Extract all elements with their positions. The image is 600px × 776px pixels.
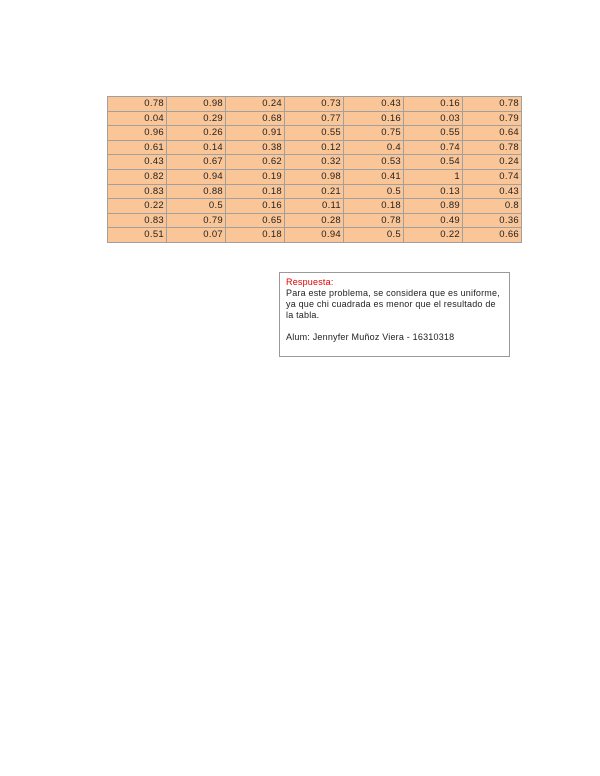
table-row: [108, 228, 522, 243]
table-row: [108, 140, 522, 155]
table-cell: 0.54: [404, 155, 463, 170]
table-cell: 0.49: [404, 213, 463, 228]
table-cell: 0.43: [108, 155, 167, 170]
table-row: [108, 111, 522, 126]
answer-body: Para este problema, se considera que es uniforme, ya que chi cuadrada es menor que el resultado de la tabla.: [286, 288, 500, 320]
table-cell: 0.83: [108, 213, 167, 228]
table-cell: 0.74: [463, 169, 522, 184]
table-cell: 0.5: [344, 184, 404, 199]
table-cell: 0.19: [226, 169, 285, 184]
table-cell: 0.55: [285, 126, 344, 141]
table-cell: 0.61: [108, 140, 167, 155]
table-cell: 0.03: [404, 111, 463, 126]
table-row: [108, 169, 522, 184]
table-cell: 0.75: [344, 126, 404, 141]
table-cell: 0.13: [404, 184, 463, 199]
table-row: [108, 199, 522, 214]
table-cell: 0.4: [344, 140, 404, 155]
table-cell: 0.53: [344, 155, 404, 170]
table-cell: 0.98: [167, 97, 226, 112]
table-cell: 0.43: [344, 97, 404, 112]
table-cell: 0.66: [463, 228, 522, 243]
table-cell: 0.55: [404, 126, 463, 141]
table-cell: 0.78: [344, 213, 404, 228]
table-cell: 0.82: [108, 169, 167, 184]
table-cell: 0.16: [344, 111, 404, 126]
table-cell: 0.78: [463, 140, 522, 155]
table-cell: 0.16: [404, 97, 463, 112]
answer-title: Respuesta:: [286, 277, 334, 287]
table-cell: 0.18: [226, 184, 285, 199]
table-cell: 0.79: [463, 111, 522, 126]
table-cell: 0.43: [463, 184, 522, 199]
table-row: [108, 155, 522, 170]
table-cell: 0.96: [108, 126, 167, 141]
table-cell: 0.38: [226, 140, 285, 155]
table-row: [108, 213, 522, 228]
table-cell: 0.8: [463, 199, 522, 214]
table-cell: 0.07: [167, 228, 226, 243]
table-cell: 0.26: [167, 126, 226, 141]
table-cell: 0.28: [285, 213, 344, 228]
table-row: [108, 126, 522, 141]
table-cell: 0.04: [108, 111, 167, 126]
table-cell: 0.32: [285, 155, 344, 170]
data-table: [107, 96, 522, 243]
table-cell: 0.5: [344, 228, 404, 243]
table-cell: 0.88: [167, 184, 226, 199]
table-cell: 0.24: [463, 155, 522, 170]
table-cell: 0.77: [285, 111, 344, 126]
table-cell: 0.94: [285, 228, 344, 243]
table-cell: 0.18: [226, 228, 285, 243]
table-cell: 0.62: [226, 155, 285, 170]
table-body: [108, 97, 522, 243]
table-cell: 0.29: [167, 111, 226, 126]
table-cell: 0.64: [463, 126, 522, 141]
table-cell: 0.94: [167, 169, 226, 184]
table-cell: 0.18: [344, 199, 404, 214]
table-cell: 0.24: [226, 97, 285, 112]
table-cell: 0.21: [285, 184, 344, 199]
table-cell: 0.41: [344, 169, 404, 184]
table-cell: 0.67: [167, 155, 226, 170]
table-cell: 1: [404, 169, 463, 184]
answer-author: Alum: Jennyfer Muñoz Viera - 16310318: [286, 332, 455, 342]
table-cell: 0.83: [108, 184, 167, 199]
table-row: [108, 184, 522, 199]
table-cell: 0.16: [226, 199, 285, 214]
table-cell: 0.12: [285, 140, 344, 155]
table-cell: 0.11: [285, 199, 344, 214]
table-cell: 0.14: [167, 140, 226, 155]
table-cell: 0.79: [167, 213, 226, 228]
table-cell: 0.74: [404, 140, 463, 155]
table-row: [108, 97, 522, 112]
table-cell: 0.91: [226, 126, 285, 141]
table-cell: 0.36: [463, 213, 522, 228]
table-cell: 0.51: [108, 228, 167, 243]
answer-textbox: [279, 272, 510, 357]
table-cell: 0.98: [285, 169, 344, 184]
table-cell: 0.78: [463, 97, 522, 112]
table-cell: 0.78: [108, 97, 167, 112]
table-cell: 0.68: [226, 111, 285, 126]
table-cell: 0.89: [404, 199, 463, 214]
table-cell: 0.22: [108, 199, 167, 214]
table-cell: 0.22: [404, 228, 463, 243]
table-cell: 0.5: [167, 199, 226, 214]
table-cell: 0.73: [285, 97, 344, 112]
table-cell: 0.65: [226, 213, 285, 228]
